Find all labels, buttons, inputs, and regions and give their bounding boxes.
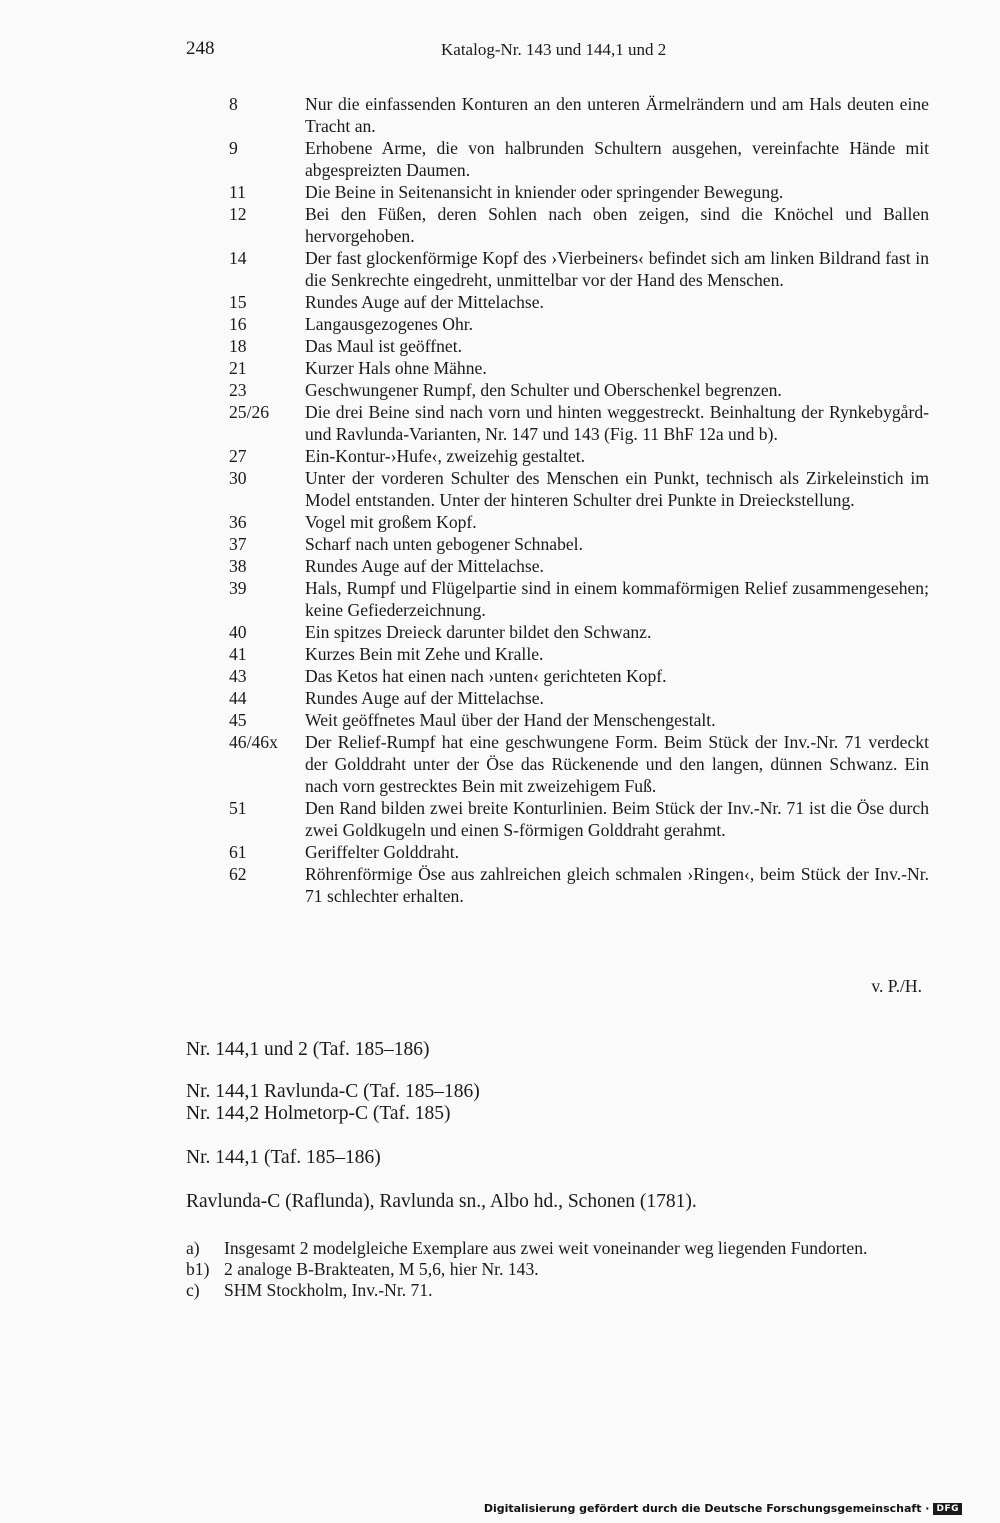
commentary-entry: [229, 687, 929, 709]
entry-text: Unter der vorderen Schulter des Menschen ein Punkt, technisch als Zirkeleinstich im Model entstanden. Unter der hinteren Schulter drei Punkte in Dreieckstellung.: [305, 468, 929, 510]
commentary-entry: [229, 379, 929, 401]
commentary-entry: [229, 621, 929, 643]
commentary-entry: [229, 533, 929, 555]
findspot-line: Ravlunda-C (Raflunda), Ravlunda sn., Albo hd., Schonen (1781).: [186, 1191, 697, 1212]
page-number: 248: [186, 38, 215, 59]
entry-number: 44: [229, 688, 247, 708]
entry-text: Rundes Auge auf der Mittelachse.: [305, 292, 544, 312]
entry-number: 9: [229, 138, 238, 158]
commentary-entry: [229, 467, 929, 511]
commentary-entry: [229, 357, 929, 379]
list-item-label: c): [186, 1280, 200, 1300]
commentary-entry: [229, 335, 929, 357]
entry-text: Ein-Kontur-›Hufe‹, zweizehig gestaltet.: [305, 446, 586, 466]
entry-number: 14: [229, 248, 247, 268]
entry-text: Kurzer Hals ohne Mähne.: [305, 358, 487, 378]
entry-text: Bei den Füßen, deren Sohlen nach oben zeigen, sind die Knöchel und Ballen hervorgehoben.: [305, 204, 929, 246]
entry-number: 12: [229, 204, 247, 224]
entry-number: 8: [229, 94, 238, 114]
entry-number: 27: [229, 446, 247, 466]
entry-text: Das Maul ist geöffnet.: [305, 336, 463, 356]
entry-number: 40: [229, 622, 247, 642]
commentary-entry: [229, 137, 929, 181]
subheading-144-2: Nr. 144,2 Holmetorp-C (Taf. 185): [186, 1103, 451, 1124]
commentary-entry: [229, 401, 929, 445]
entry-number: 21: [229, 358, 247, 378]
entry-number: 38: [229, 556, 247, 576]
entry-text: Den Rand bilden zwei breite Konturlinien. Beim Stück der Inv.-Nr. 71 ist die Öse durch zwei Goldkugeln und einen S-förmigen Golddraht gerahmt.: [305, 798, 929, 840]
entry-number: 62: [229, 864, 247, 884]
commentary-entry: [229, 203, 929, 247]
entry-text: Erhobene Arme, die von halbrunden Schultern ausgehen, vereinfachte Hände mit abgespreizten Daumen.: [305, 138, 929, 180]
entry-text: Rundes Auge auf der Mittelachse.: [305, 688, 544, 708]
entry-text: Scharf nach unten gebogener Schnabel.: [305, 534, 583, 554]
commentary-entry: [229, 93, 929, 137]
commentary-entry: [229, 445, 929, 467]
subheading-144-1: Nr. 144,1 Ravlunda-C (Taf. 185–186): [186, 1081, 480, 1102]
commentary-entry: [229, 181, 929, 203]
list-item-label: b1): [186, 1259, 210, 1279]
commentary-entry: [229, 841, 929, 863]
entry-text: Weit geöffnetes Maul über der Hand der Menschengestalt.: [305, 710, 716, 730]
entry-text: Die drei Beine sind nach vorn und hinten weggestreckt. Beinhaltung der Rynkebygård- und Ravlunda-Varianten, Nr. 147 und 143 (Fig. 11 BhF 12a und b).: [305, 402, 929, 444]
entry-number: 39: [229, 578, 247, 598]
commentary-entry: [229, 511, 929, 533]
entry-text: Das Ketos hat einen nach ›unten‹ gerichteten Kopf.: [305, 666, 667, 686]
entry-number: 18: [229, 336, 247, 356]
dfg-logo: DFG: [933, 1503, 962, 1515]
entry-number: 46/46x: [229, 732, 278, 752]
page-header: [0, 38, 1000, 68]
entry-text: Vogel mit großem Kopf.: [305, 512, 477, 532]
entry-number: 25/26: [229, 402, 270, 422]
entry-number: 61: [229, 842, 247, 862]
commentary-entry: [229, 797, 929, 841]
list-item-text: SHM Stockholm, Inv.-Nr. 71.: [224, 1280, 433, 1300]
entry-text: Die Beine in Seitenansicht in kniender oder springender Bewegung.: [305, 182, 784, 202]
entry-text: Langausgezogenes Ohr.: [305, 314, 474, 334]
entry-number: 37: [229, 534, 247, 554]
entry-number: 43: [229, 666, 247, 686]
entry-text: Hals, Rumpf und Flügelpartie sind in einem kommaförmigen Relief zusammengesehen; keine Gefiederzeichnung.: [305, 578, 929, 620]
author-initials: v. P./H.: [871, 976, 922, 996]
entry-text: Rundes Auge auf der Mittelachse.: [305, 556, 544, 576]
catalog-details-list: [186, 1238, 926, 1301]
entry-number: 30: [229, 468, 247, 488]
digitization-footer: [484, 1502, 962, 1515]
commentary-entry: [229, 863, 929, 907]
item-heading: Nr. 144,1 (Taf. 185–186): [186, 1147, 381, 1168]
entry-text: Kurzes Bein mit Zehe und Kralle.: [305, 644, 544, 664]
entry-text: Geriffelter Golddraht.: [305, 842, 460, 862]
commentary-entry: [229, 709, 929, 731]
entry-text: Nur die einfassenden Konturen an den unteren Ärmelrändern und am Hals deuten eine Tracht an.: [305, 94, 929, 136]
running-head: Katalog-Nr. 143 und 144,1 und 2: [441, 40, 667, 59]
commentary-entry: [229, 665, 929, 687]
entry-text: Röhrenförmige Öse aus zahlreichen gleich schmalen ›Ringen‹, beim Stück der Inv.-Nr. 71 schlechter erhalten.: [305, 864, 929, 906]
commentary-entry: [229, 313, 929, 335]
entry-text: Geschwungener Rumpf, den Schulter und Oberschenkel begrenzen.: [305, 380, 782, 400]
entry-text: Der Relief-Rumpf hat eine geschwungene Form. Beim Stück der Inv.-Nr. 71 verdeckt der Golddraht unter der Öse das Rückenende und den langen, dünnen Schwanz. Ein nach vorn gestrecktes Bein mit zweizehigem Fuß.: [305, 732, 929, 796]
list-item: [186, 1280, 926, 1301]
commentary-entry: [229, 291, 929, 313]
commentary-entry: [229, 643, 929, 665]
entry-number: 36: [229, 512, 247, 532]
entry-text: Der fast glockenförmige Kopf des ›Vierbeiners‹ befindet sich am linken Bildrand fast in die Senkrechte eingedreht, unmittelbar vor der Hand des Menschen.: [305, 248, 929, 290]
section-heading: Nr. 144,1 und 2 (Taf. 185–186): [186, 1039, 430, 1060]
entry-text: Ein spitzes Dreieck darunter bildet den Schwanz.: [305, 622, 652, 642]
list-item: [186, 1238, 926, 1259]
entry-number: 45: [229, 710, 247, 730]
list-item-label: a): [186, 1238, 200, 1258]
commentary-entries: [229, 93, 929, 907]
list-item-text: 2 analoge B-Brakteaten, M 5,6, hier Nr. 143.: [224, 1259, 539, 1279]
entry-number: 16: [229, 314, 247, 334]
entry-number: 23: [229, 380, 247, 400]
entry-number: 41: [229, 644, 247, 664]
commentary-entry: [229, 577, 929, 621]
entry-number: 15: [229, 292, 247, 312]
commentary-entry: [229, 247, 929, 291]
footer-text: Digitalisierung gefördert durch die Deutsche Forschungsgemeinschaft ·: [483, 1502, 930, 1515]
entry-number: 51: [229, 798, 247, 818]
list-item-text: Insgesamt 2 modelgleiche Exemplare aus zwei weit voneinander weg liegenden Fundorten.: [224, 1238, 868, 1258]
commentary-entry: [229, 731, 929, 797]
list-item: [186, 1259, 926, 1280]
commentary-entry: [229, 555, 929, 577]
entry-number: 11: [229, 182, 246, 202]
